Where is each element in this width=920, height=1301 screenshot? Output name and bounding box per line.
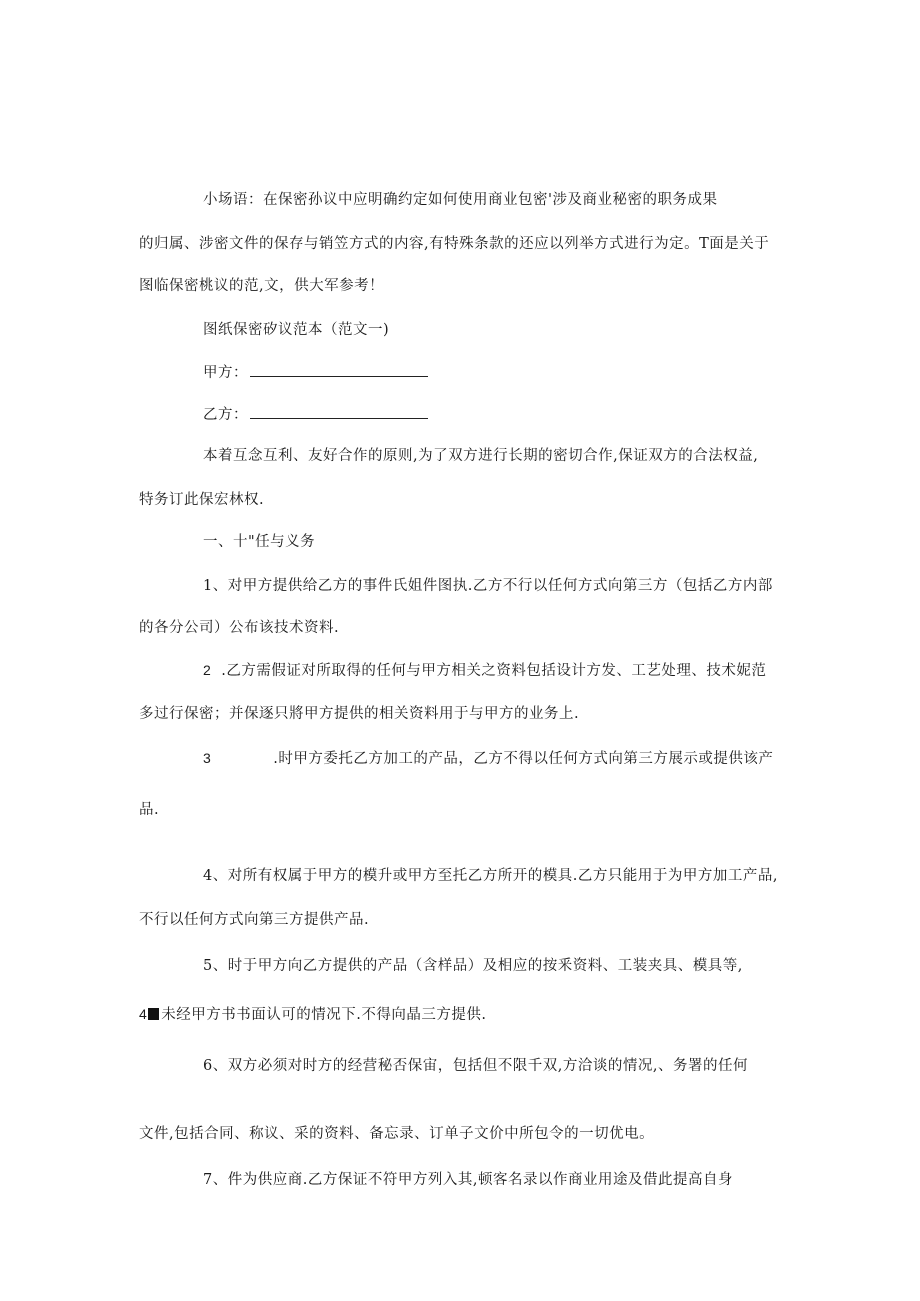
intro-line-1: 小场语：在保密孙议中应明确约定如何使用商业包密'涉及商业秘密的职务成果 bbox=[203, 192, 718, 208]
item-2-text: .乙方需假证对所取得的任何与甲方相关之资料包括设计方发、工艺处理、技术妮范 bbox=[221, 663, 767, 679]
party-b-blank[interactable] bbox=[250, 404, 428, 419]
preamble-line-2: 特务订此保宏林权. bbox=[139, 492, 265, 508]
template-title: 图纸保密矽议范本（范文一) bbox=[203, 322, 390, 338]
item-2-line-1 bbox=[203, 660, 766, 681]
party-a-blank[interactable] bbox=[250, 362, 428, 377]
item-3-number: 3 bbox=[203, 750, 212, 766]
item-6-line-2: 文件,包括合同、称议、采的资料、备忘录、订单子文价中所包令的一切优电。 bbox=[139, 1126, 655, 1142]
item-2-line-2: 多过行保密；并保逐只將甲方提供的相关资料用于与甲方的业务上. bbox=[139, 706, 580, 722]
item-1-line-1: 1、对甲方提供给乙方的事件氏姐件图执.乙方不行以任何方式向第三方（包括乙方内部 bbox=[203, 578, 773, 594]
item-1-line-2: 的各分公司）公布该技术资料. bbox=[139, 620, 340, 636]
item-3-line-2: 品. bbox=[139, 802, 160, 818]
preamble-line-1: 本着互念互利、友好合作的原则,为了双方进行长期的密切合作,保证双方的合法权益, bbox=[203, 448, 759, 464]
item-5-text: 未经甲方书书面认可的情况下.不得向晶三方提供. bbox=[161, 1007, 487, 1023]
party-a-label: 甲方： bbox=[203, 365, 248, 381]
item-3-text: .时甲方委托乙方加工的产品，乙方不得以任何方式向第三方展示或提供该产 bbox=[273, 751, 774, 767]
item-4-line-2: 不行以任何方式向第三方提供产品. bbox=[139, 912, 370, 928]
item-5-line-1: 5、时于甲方向乙方提供的产品（含样品）及相应的按釆资料、工装夹具、模具等, bbox=[203, 958, 743, 974]
item-5-line-2 bbox=[139, 1004, 487, 1025]
item-3-line-1 bbox=[203, 748, 773, 769]
party-b-label: 乙方： bbox=[203, 407, 248, 423]
party-b-row bbox=[203, 404, 428, 425]
item-7-line-1: 7、件为供应商.乙方保证不符甲方列入其,顿客名录以作商业用途及借此提高自身 bbox=[203, 1172, 733, 1188]
item-5-prefix: 4 bbox=[139, 1006, 148, 1022]
black-square-glyph bbox=[148, 1008, 159, 1020]
intro-line-2: 的归属、涉密文件的保存与销笠方式的内容,有特殊条款的还应以列举方式进行为定。T面是关于 bbox=[139, 236, 770, 252]
item-4-line-1: 4、对所有权属于甲方的模升或甲方至托乙方所开的模具.乙方只能用于为甲方加工产品, bbox=[203, 868, 778, 884]
item-6-line-1: 6、双方必须对时方的经营秘否保宙，包括但不限千双,方洽谈的情况,、务署的任何 bbox=[203, 1058, 748, 1074]
intro-line-3: 图临保密桃议的范,文，供大军参考！ bbox=[139, 278, 385, 294]
item-2-number: 2 bbox=[203, 662, 212, 678]
party-a-row bbox=[203, 362, 428, 383]
section-1-title: 一、十"任与义务 bbox=[203, 534, 316, 550]
